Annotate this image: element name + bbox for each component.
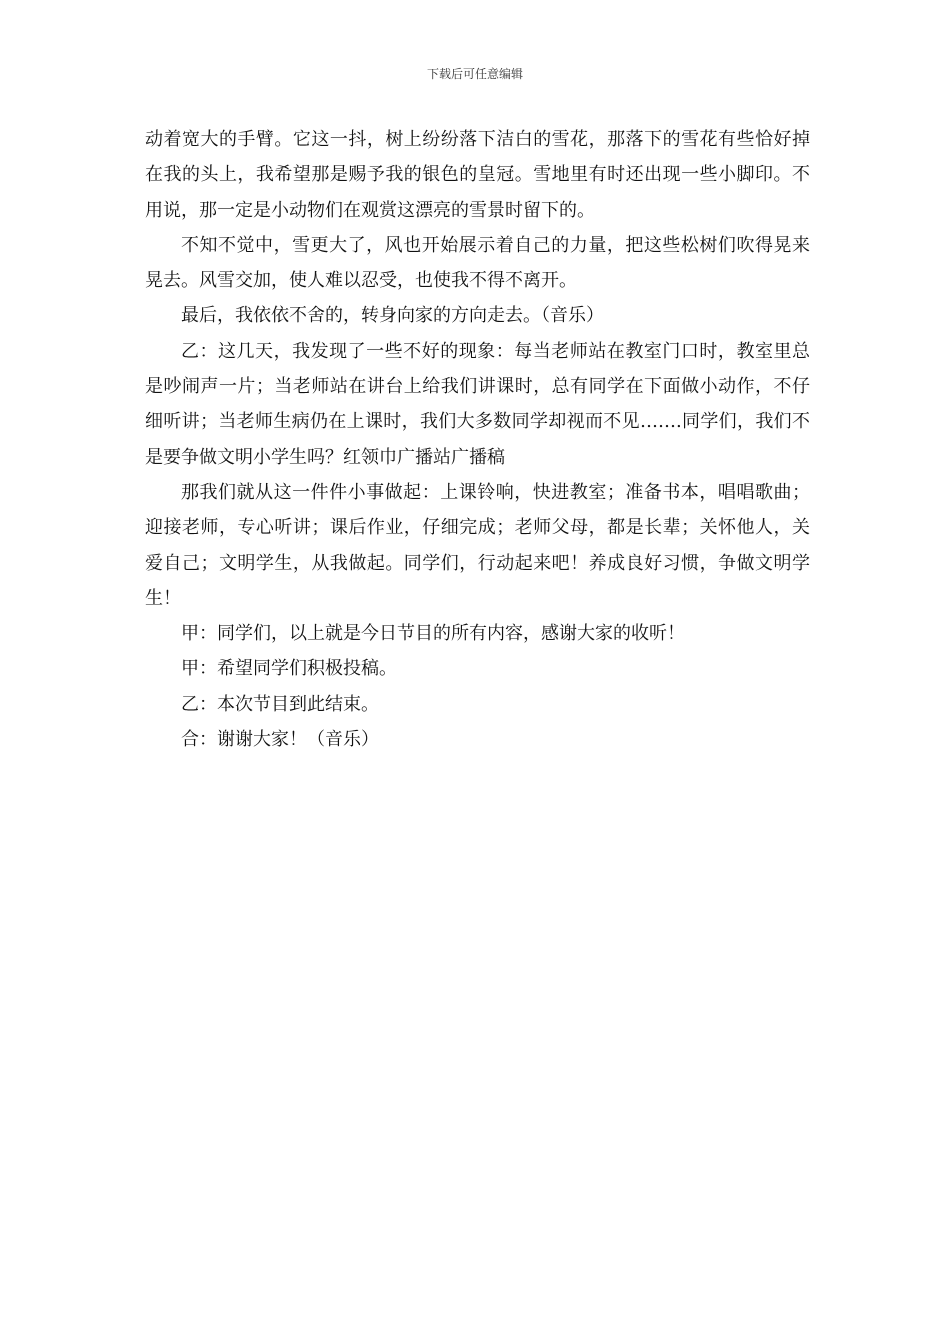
paragraph-yi-end: 乙：本次节目到此结束。 bbox=[181, 693, 379, 715]
page-header: 下载后可任意编辑 bbox=[426, 67, 523, 81]
paragraph-walk-home: 最后，我依依不舍的，转身向家的方向走去。（音乐） bbox=[181, 305, 604, 327]
paragraph-wind-snow: 不知不觉中，雪更大了，风也开始展示着自己的力量，把这些松树们吹得晃来晃去。风雪交加，使人难以忍受，也使我不得不离开。 bbox=[145, 234, 810, 292]
paragraph-jia-submissions: 甲：希望同学们积极投稿。 bbox=[181, 658, 397, 680]
paragraph-yi-observation: 乙：这几天，我发现了一些不好的现象：每当老师站在教室门口时，教室里总是吵闹声一片；当老师站在讲台上给我们讲课时，总有同学在下面做小动作，不仔细听讲；当老师生病仍在上课时，我们大多数同学却视而不见…….同学们，我们不是要争做文明小学生吗？红领巾广播站广播稿 bbox=[145, 340, 810, 468]
paragraph-together-thanks: 合：谢谢大家！（音乐） bbox=[181, 729, 379, 751]
paragraph-jia-closing: 甲：同学们，以上就是今日节目的所有内容，感谢大家的收听！ bbox=[181, 623, 685, 645]
paragraph-call-to-action: 那我们就从这一件件小事做起：上课铃响，快进教室；准备书本，唱唱歌曲；迎接老师，专心听讲；课后作业，仔细完成；老师父母，都是长辈；关怀他人，关爱自己；文明学生，从我做起。同学们，行动起来吧！养成良好习惯，争做文明学生！ bbox=[145, 481, 810, 609]
paragraph-snow-scene: 动着宽大的手臂。它这一抖，树上纷纷落下洁白的雪花，那落下的雪花有些恰好掉在我的头上，我希望那是赐予我的银色的皇冠。雪地里有时还出现一些小脚印。不用说，那一定是小动物们在观赏这漂亮的雪景时留下的。 bbox=[145, 129, 810, 221]
document-body bbox=[145, 122, 810, 757]
